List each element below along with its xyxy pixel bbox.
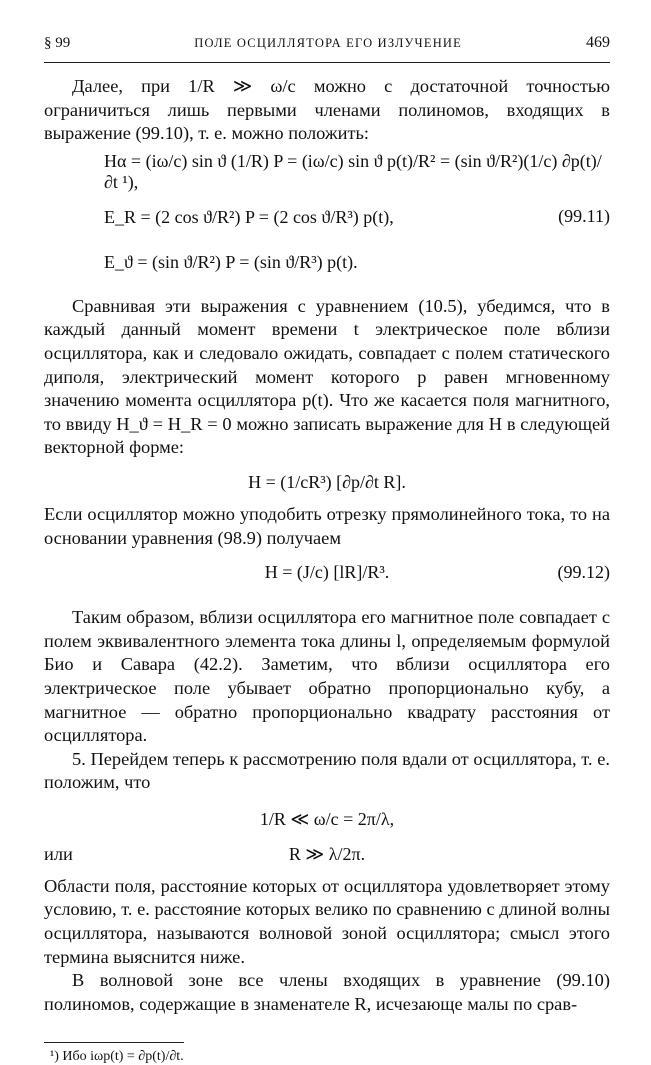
paragraph-wave-zone: Области поля, расстояние которых от осциллятора удовлетворяет этому условию, т. е. расстояние которых велико по сравнению с длиной волны осциллятора, называются волновой зоной осциллятора; смысл этого термина выяснится ниже.: [44, 875, 610, 967]
word-or: или: [44, 843, 73, 864]
footnote-rule: [44, 1042, 184, 1043]
equation-number-99-12: (99.12): [557, 562, 610, 583]
equation-number-99-11: (99.11): [558, 205, 610, 226]
running-title: ПОЛЕ ОСЦИЛЛЯТОРА ЕГО ИЗЛУЧЕНИЕ: [194, 36, 462, 50]
paragraph-comparison: Сравнивая эти выражения с уравнением (10.5), убедимся, что в каждый данный момент времени t электрическое поле вблизи осциллятора, как и следовало ожидать, совпадает с полем статического диполя, электрический момент которого p равен мгновенному значению момента осциллятора p(t). Что же касается поля магнитного, то ввиду H_ϑ = H_R = 0 можно записать выражение для H в следующей векторной форме:: [44, 295, 610, 458]
paragraph-far-field: 5. Перейдем теперь к рассмотрению поля вдали от осциллятора, т. е. положим, что: [44, 748, 610, 793]
equation-h-current: H = (J/c) [lR]/R³.: [264, 562, 390, 583]
equation-far-alt: R ≫ λ/2π.: [288, 843, 366, 864]
equation-e-theta: E_ϑ = (sin ϑ/R²) P = (sin ϑ/R³) p(t).: [104, 251, 358, 272]
equation-far-condition: 1/R ≪ ω/c = 2π/λ,: [259, 808, 395, 829]
page: [44, 34, 610, 1065]
page-number: 469: [585, 34, 610, 51]
equation-99-11: [44, 150, 610, 285]
section-mark: § 99: [44, 35, 71, 51]
paragraph-intro: Далее, при 1/R ≫ ω/c можно с достаточной точностью ограничиться лишь первыми членами полиномов, входящих в выражение (99.10), т. е. можно положить:: [44, 76, 610, 144]
footnote: ¹) Ибо iωp(t) = ∂p(t)/∂t.: [50, 1049, 184, 1065]
running-header: [44, 34, 610, 63]
or-row: [44, 834, 610, 875]
paragraph-near-field: Таким образом, вблизи осциллятора его магнитное поле совпадает с полем эквивалентного элемента тока длины l, определяемым формулой Био и Савара (42.2). Заметим, что вблизи осциллятора его электрическое поле убывает обратно пропорционально кубу, а магнитное — обратно пропорционально квадрату расстояния от осциллятора.: [44, 607, 610, 746]
paragraph-current-segment: Если осциллятор можно уподобить отрезку прямолинейного тока, то на основании уравнения (98.9) получаем: [44, 503, 610, 548]
equation-e-r: E_R = (2 cos ϑ/R²) P = (2 cos ϑ/R³) p(t),: [104, 206, 394, 227]
equation-h-alpha: Hα = (iω/c) sin ϑ (1/R) P = (iω/c) sin ϑ p(t)/R² = (sin ϑ/R²)(1/c) ∂p(t)/∂t ¹),: [104, 151, 602, 193]
paragraph-wave-zone-terms: В волновой зоне все члены входящих в уравнение (99.10) полиномов, содержащие в знаменателе R, исчезающе малы по срав-: [44, 970, 610, 1014]
equation-vector-h: H = (1/cR³) [∂p/∂t R].: [248, 471, 406, 492]
equation-99-12: [44, 550, 610, 596]
